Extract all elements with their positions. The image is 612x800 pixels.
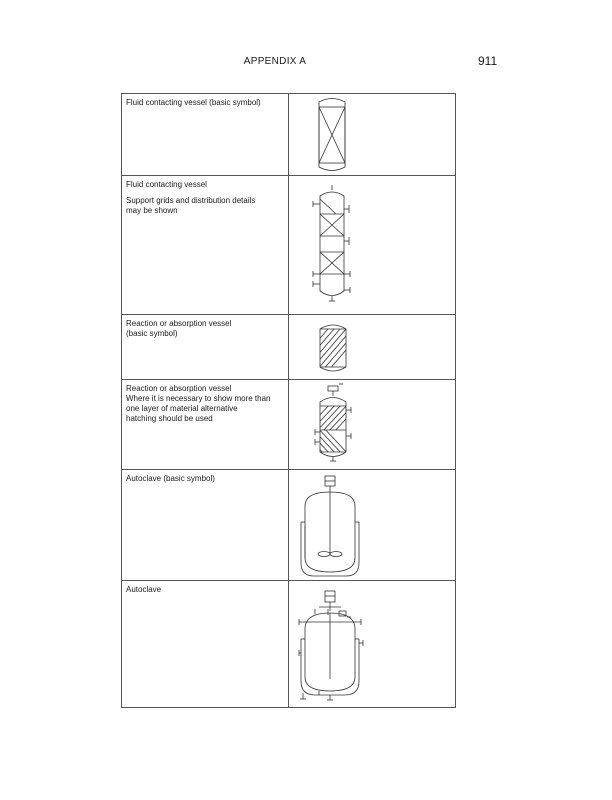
table-row — [122, 315, 456, 380]
description-text: Fluid contacting vessel (basic symbol) — [126, 98, 261, 107]
fluid-contacting-vessel-basic-icon — [289, 94, 455, 175]
table-row — [122, 581, 456, 708]
symbols-table — [121, 93, 456, 708]
table-row — [122, 470, 456, 581]
autoclave-basic-icon — [289, 470, 455, 580]
page-header-title: APPENDIX A — [243, 56, 307, 67]
description-cell — [122, 94, 289, 176]
description-cell — [122, 470, 289, 581]
reaction-vessel-icon — [289, 380, 455, 469]
symbol-cell — [289, 94, 456, 176]
autoclave-icon — [289, 581, 455, 707]
description-cell — [122, 380, 289, 470]
symbol-cell — [289, 176, 456, 315]
symbol-cell — [289, 581, 456, 708]
fluid-contacting-vessel-icon — [289, 176, 455, 314]
symbol-cell — [289, 380, 456, 470]
table-row — [122, 176, 456, 315]
description-text: Support grids and distribution details may be shown — [126, 196, 256, 215]
description-cell — [122, 315, 289, 380]
description-text: Autoclave (basic symbol) — [126, 474, 215, 483]
description-cell — [122, 176, 289, 315]
symbol-cell — [289, 470, 456, 581]
description-text: Fluid contacting vessel — [126, 180, 207, 189]
description-text: Reaction or absorption vessel Where it is necessary to show more than one layer of material alternative hatching should be used — [126, 384, 271, 423]
description-text: Autoclave — [126, 585, 162, 594]
page-number: 911 — [478, 54, 498, 68]
table-row — [122, 94, 456, 176]
description-text: Reaction or absorption vessel (basic symbol) — [126, 319, 232, 338]
description-cell — [122, 581, 289, 708]
table-row — [122, 380, 456, 470]
reaction-vessel-basic-icon — [289, 315, 455, 379]
symbol-cell — [289, 315, 456, 380]
